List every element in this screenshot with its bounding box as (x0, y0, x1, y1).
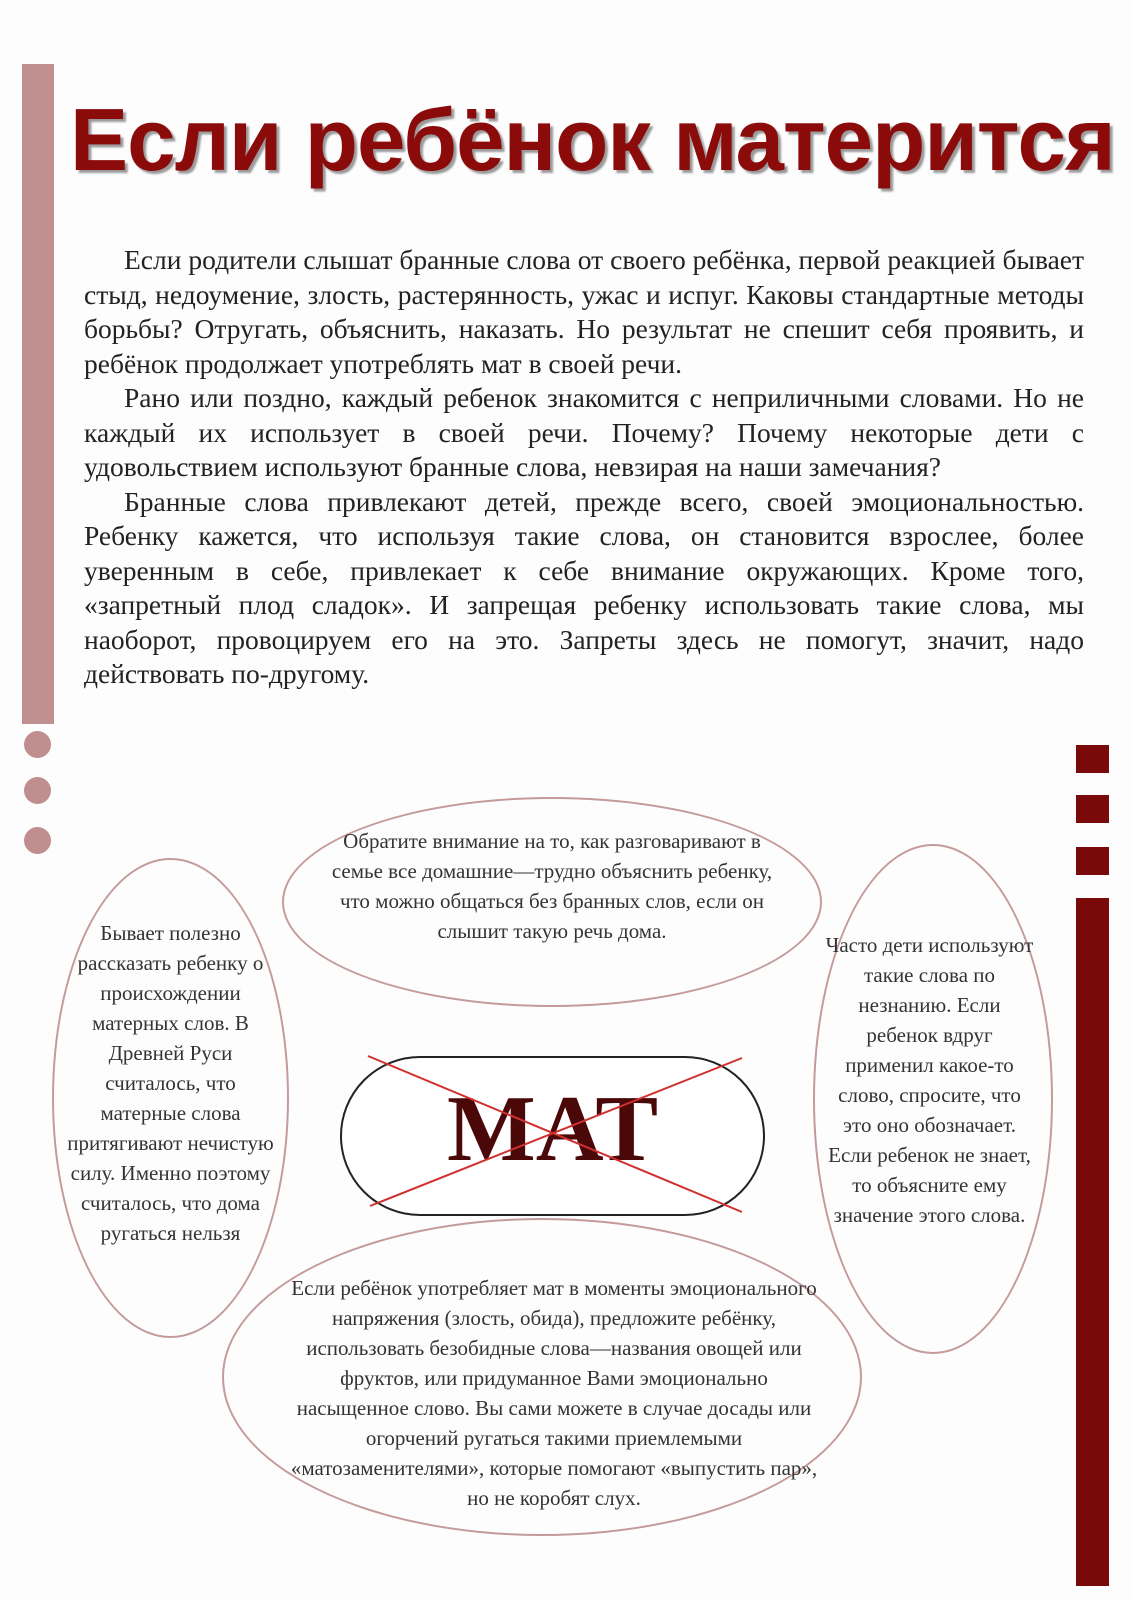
tip-text-top: Обратите внимание на то, как разговаривают в семье все домашние—трудно объяснить ребенку, что можно общаться без бранных слов, если он слышит такую речь дома. (331, 829, 773, 943)
page-title: Если ребёнок матерится (70, 90, 1115, 189)
left-decorative-bar (22, 64, 54, 724)
cross-out-icon (360, 1050, 760, 1220)
decorative-dot-1 (24, 731, 51, 758)
right-decorative-bar (1076, 898, 1109, 1586)
tip-text-bottom: Если ребёнок употребляет мат в моменты эмоционального напряжения (злость, обида), предложите ребёнку, использовать безобидные слова—названия овощей или фруктов, или придуманное Вами эмоционально насыщенное слово. Вы сами можете в случае досады или огорчений ругаться такими приемлемыми «матозаменителями», которые помогают «выпустить пар», но не коробят слух. (290, 1276, 818, 1510)
intro-text (84, 243, 1084, 692)
intro-paragraph-2: Рано или поздно, каждый ребенок знакомится с неприличными словами. Но не каждый их использует в своей речи. Почему? Почему некоторые дети с удовольствием используют бранные слова, невзирая на наши замечания? (84, 382, 1084, 482)
intro-paragraph-1: Если родители слышат бранные слова от своего ребёнка, первой реакцией бывает стыд, недоумение, злость, растерянность, ужас и испуг. Каковы стандартные методы борьбы? Отругать, объяснить, наказать. Но результат не спешит себя проявить, и ребёнок продолжает употреблять мат в своей речи. (84, 244, 1084, 379)
decorative-dot-2 (24, 777, 51, 804)
intro-paragraph-3: Бранные слова привлекают детей, прежде всего, своей эмоциональностью. Ребенку кажется, что используя такие слова, он становится взрослее, более уверенным в себе, привлекает к себе внимание окружающих. Кроме того, «запретный плод сладок». И запрещая ребенку использовать такие слова, мы наоборот, провоцируем его на это. Запреты здесь не помогут, значит, надо действовать по-другому. (84, 485, 1084, 689)
decorative-dot-3 (24, 827, 51, 854)
mat-label: МАТ (446, 1077, 659, 1181)
tip-text-left: Бывает полезно рассказать ребенку о происхождении матерных слов. В Древней Руси считалось, что матерные слова притягивают нечистую силу. Именно поэтому считалось, что дома ругаться нельзя (67, 921, 274, 1245)
tip-text-right: Часто дети используют такие слова по незнанию. Если ребенок вдруг применил какое-то слово, спросите, что это оно обозначает. Если ребенок не знает, то объясните ему значение этого слова. (825, 933, 1034, 1227)
decorative-square-1 (1076, 745, 1109, 773)
decorative-square-2 (1076, 795, 1109, 823)
decorative-square-3 (1076, 847, 1109, 875)
